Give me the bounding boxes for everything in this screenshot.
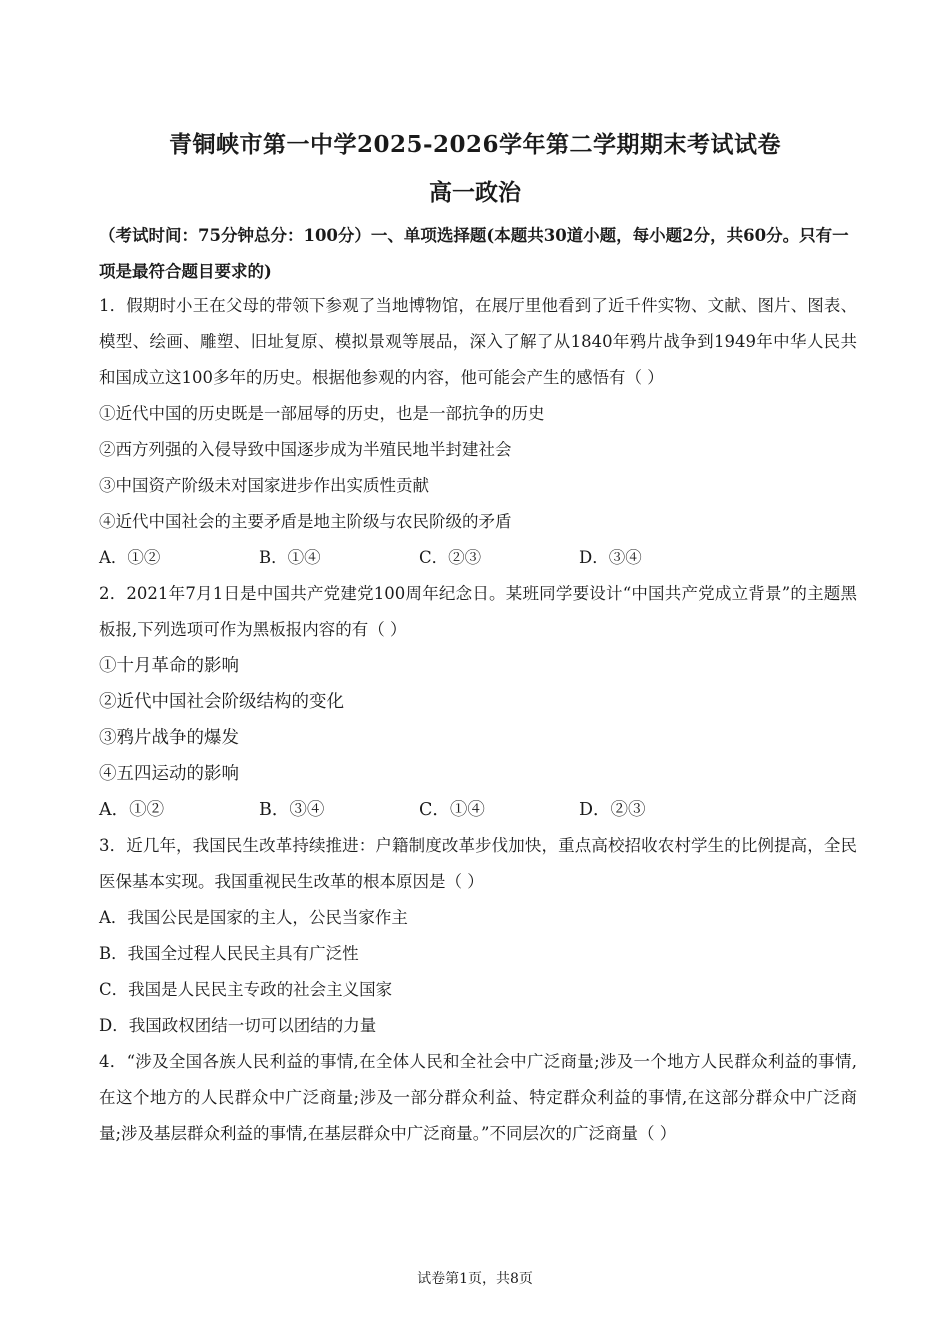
- exam-title: 青铜峡市第一中学2025-2026学年第二学期期末考试试卷: [168, 131, 782, 158]
- page-footer: 试卷第1页，共8页: [417, 1271, 533, 1287]
- question-1: [99, 288, 857, 576]
- question-2-choice-c: C．①④: [419, 800, 485, 820]
- question-list: [99, 288, 857, 1152]
- question-1-stem: 1．假期时小王在父母的带领下参观了当地博物馆，在展厅里他看到了近千件实物、文献、图片、图表、模型、绘画、雕塑、旧址复原、模拟景观等展品，深入了解了从1840年鸦片战争到1949年中华人民共和国成立这100多年的历史。根据他参观的内容，他可能会产生的感悟有（ ）: [99, 296, 857, 387]
- question-3: [99, 828, 857, 1044]
- question-2-statement-3: ③鸦片战争的爆发: [99, 728, 239, 748]
- question-4: [99, 1044, 857, 1152]
- question-1-choice-a: A．①②: [99, 548, 161, 567]
- exam-instructions: （考试时间：75分钟总分：100分）一、单项选择题(本题共30道小题，每小题2分，共60分。只有一项是最符合题目要求的): [99, 226, 849, 281]
- question-3-choice-c: C．我国是人民民主专政的社会主义国家: [99, 980, 393, 999]
- question-2-statement-2: ②近代中国社会阶级结构的变化: [99, 692, 344, 712]
- question-3-choice-a: A．我国公民是国家的主人，公民当家作主: [99, 908, 408, 927]
- question-1-statement-1: ①近代中国的历史既是一部屈辱的历史，也是一部抗争的历史: [99, 404, 545, 423]
- question-1-choice-c: C．②③: [419, 548, 482, 567]
- question-2-choice-b: B．③④: [259, 800, 325, 820]
- question-2-statement-4: ④五四运动的影响: [99, 764, 239, 784]
- question-1-statement-3: ③中国资产阶级未对国家进步作出实质性贡献: [99, 476, 429, 495]
- question-3-choice-d: D．我国政权团结一切可以团结的力量: [99, 1016, 377, 1035]
- question-4-stem: 4．“涉及全国各族人民利益的事情,在全体人民和全社会中广泛商量;涉及一个地方人民群众利益的事情,在这个地方的人民群众中广泛商量;涉及一部分群众利益、特定群众利益的事情,在这部分群众中广泛商量;涉及基层群众利益的事情,在基层群众中广泛商量。”不同层次的广泛商量（ ）: [99, 1052, 857, 1143]
- exam-subject: 高一政治: [429, 179, 521, 206]
- question-1-statement-4: ④近代中国社会的主要矛盾是地主阶级与农民阶级的矛盾: [99, 512, 512, 531]
- question-3-stem: 3．近几年，我国民生改革持续推进：户籍制度改革步伐加快，重点高校招收农村学生的比例提高，全民医保基本实现。我国重视民生改革的根本原因是（ ）: [99, 836, 857, 891]
- question-2-choice-a: A．①②: [99, 800, 165, 820]
- question-3-choice-b: B．我国全过程人民民主具有广泛性: [99, 944, 359, 963]
- question-2-statement-1: ①十月革命的影响: [99, 656, 239, 676]
- question-1-statement-2: ②西方列强的入侵导致中国逐步成为半殖民地半封建社会: [99, 440, 512, 459]
- question-2: [99, 576, 857, 828]
- question-1-choice-b: B．①④: [259, 548, 321, 567]
- question-1-choice-d: D．③④: [579, 548, 642, 567]
- question-2-choice-d: D．②③: [579, 800, 646, 820]
- question-2-stem: 2．2021年7月1日是中国共产党建党100周年纪念日。某班同学要设计“中国共产党成立背景”的主题黑板报,下列选项可作为黑板报内容的有（ ）: [99, 584, 857, 639]
- question-1-choices: [99, 540, 857, 576]
- question-2-choices: [99, 792, 857, 828]
